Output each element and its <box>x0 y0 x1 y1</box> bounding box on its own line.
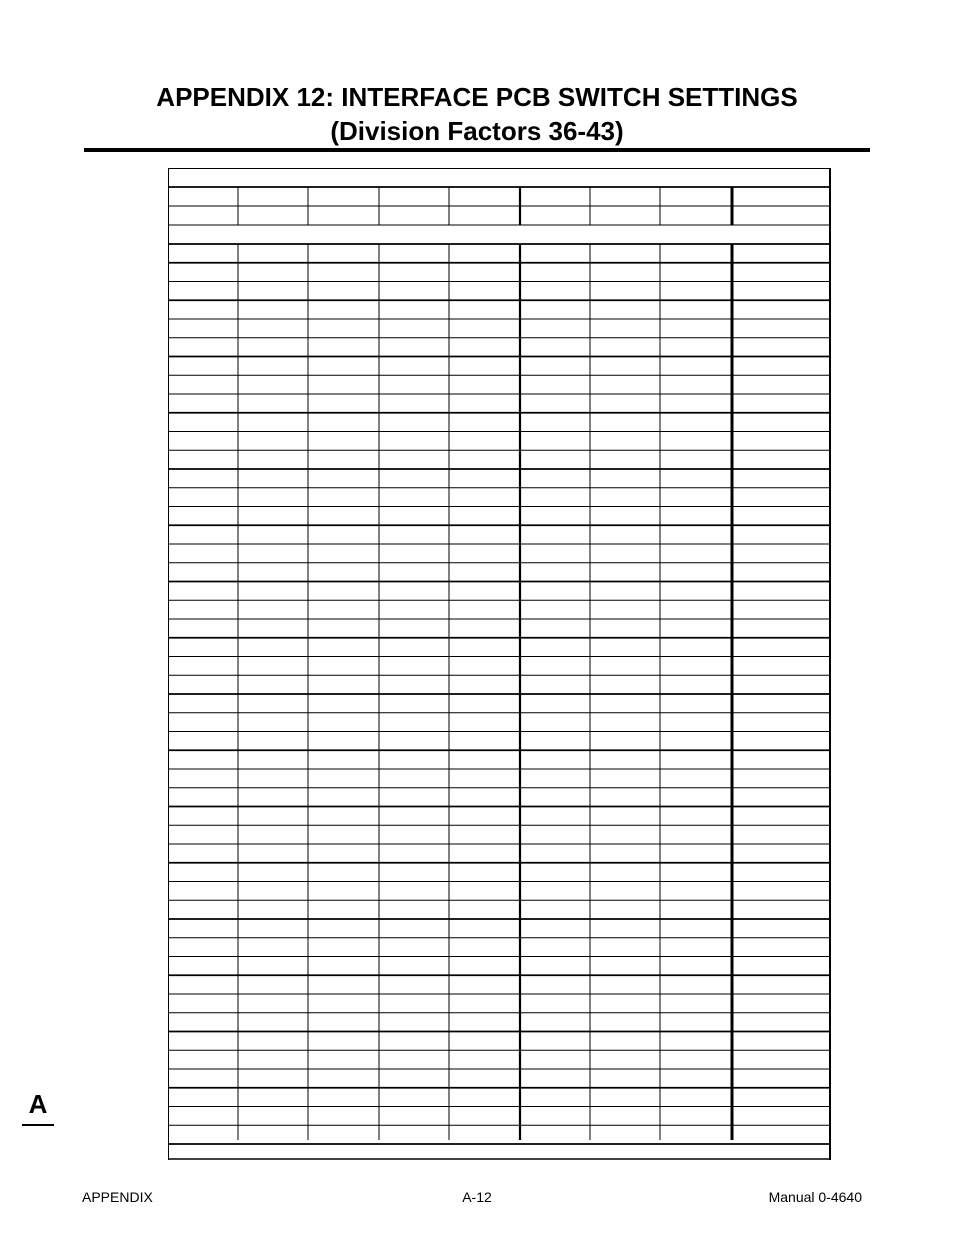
footer-manual-number: Manual 0-4640 <box>768 1189 862 1205</box>
page-title-line-2: (Division Factors 36-43) <box>330 116 624 146</box>
page-title <box>0 80 954 148</box>
table-grid-lines <box>168 168 831 1160</box>
page-title-line-1: APPENDIX 12: INTERFACE PCB SWITCH SETTINGS <box>156 82 798 112</box>
appendix-side-tab: A <box>28 1089 48 1119</box>
footer-page-number: A-12 <box>462 1189 492 1205</box>
side-tab-underline <box>22 1124 54 1126</box>
footer-section-label: APPENDIX <box>82 1189 153 1205</box>
switch-settings-table <box>168 168 831 1160</box>
title-rule <box>84 148 870 152</box>
